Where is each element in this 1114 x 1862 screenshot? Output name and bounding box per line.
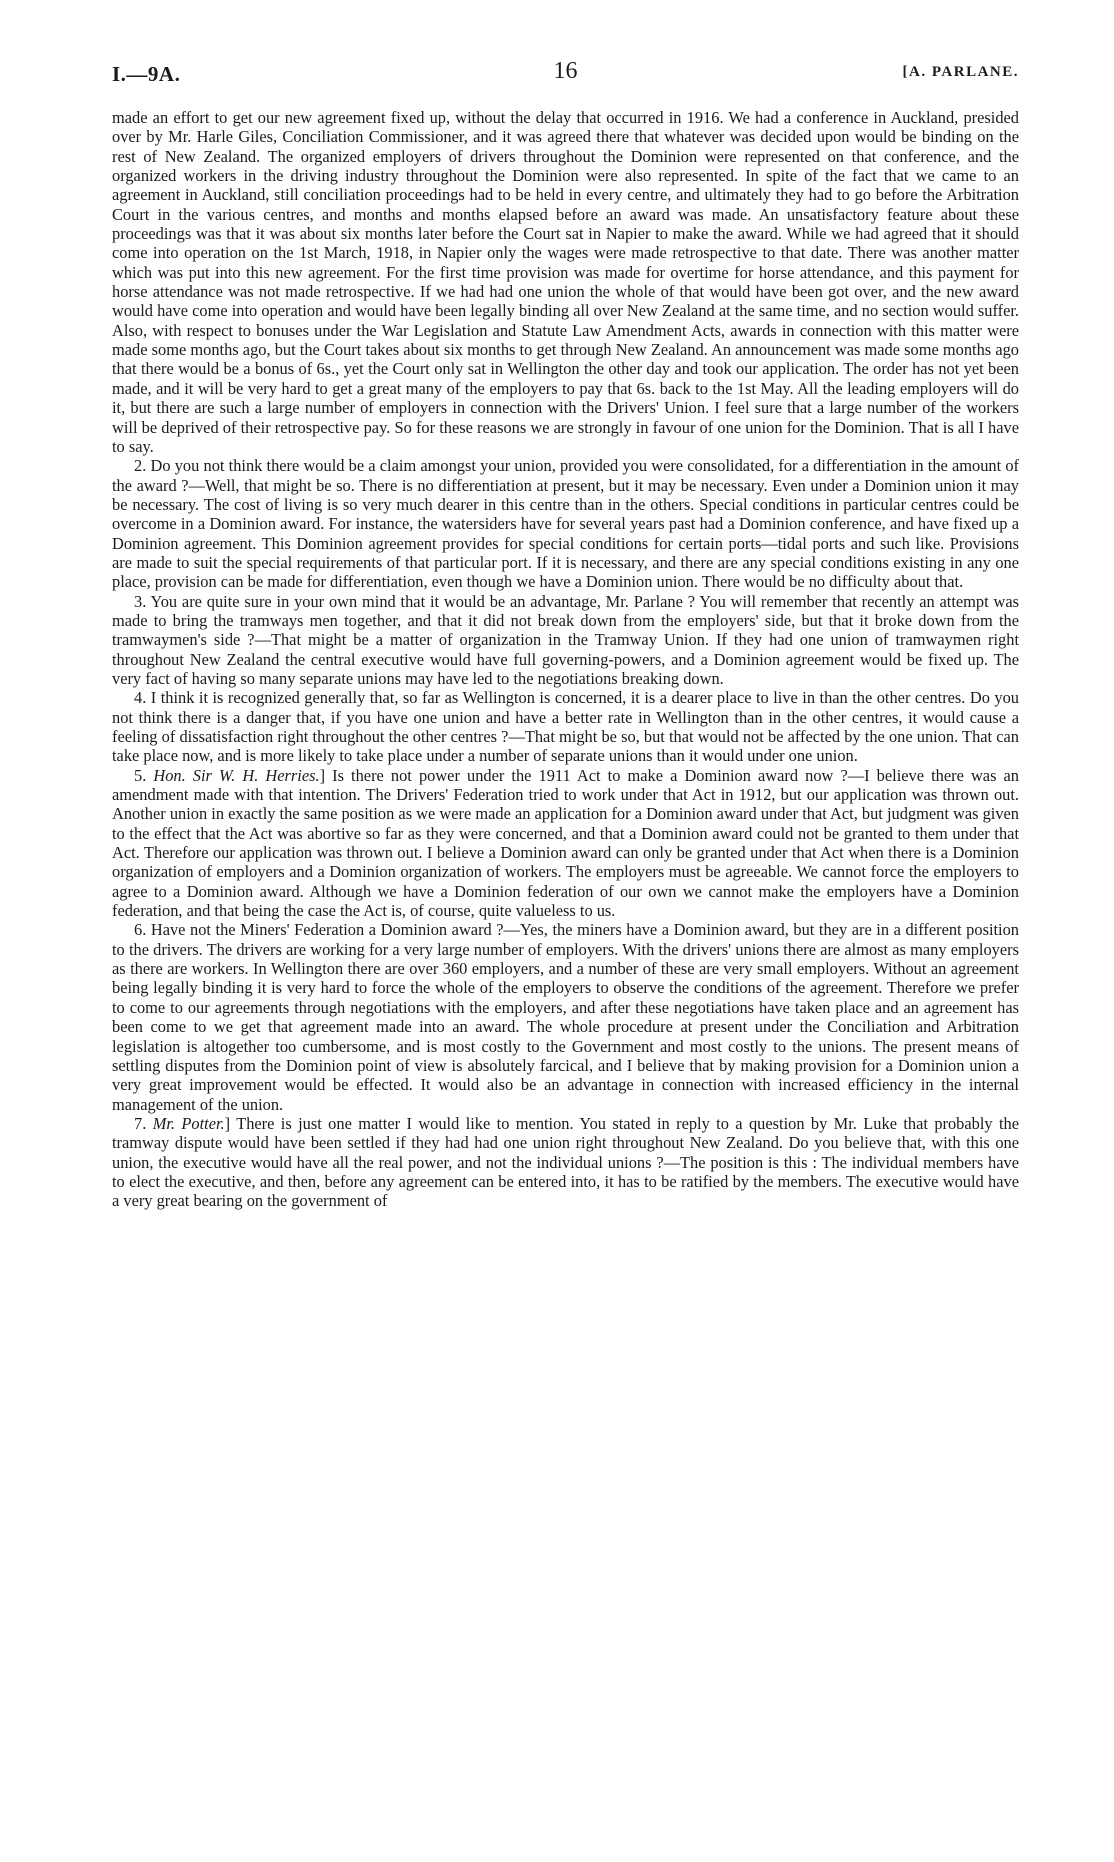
question-text: ] There is just one matter I would like to mention. You stated in reply to a question by Mr. Luke that probably the tramway dispute would have been settled if they had had one union right throughout New Zealand. Do you believe that, with this one union, the executive would have all the real power, and not the individual unions ?—The position is this : The individual members have to elect the executive, and then, before any agreement can be entered into, it has to be ratified by the members. The executive would have a very great bearing on the government of — [112, 1113, 1019, 1211]
question-4: 4. I think it is recognized generally that, so far as Wellington is concerned, it is a dearer place to live in than the other centres. Do you not think there is a danger that, if you have one union and have a better rate in Wellington than in the other centres, it would cause a feeling of dissatisfaction right throughout the other centres ?—That might be so, but that would not be affected by the one union. That can take place now, and is more likely to take place under a number of separate unions than it would under one union. — [112, 688, 1019, 766]
question-6: 6. Have not the Miners' Federation a Dominion award ?—Yes, the miners have a Dominion award, but they are in a different position to the drivers. The drivers are working for a very large number of employers. With the drivers' unions there are almost as many employers as there are workers. In Wellington there are over 360 employers, and a number of these are very small employers. Without an agreement being legally binding it is very hard to force the whole of the employers to observe the conditions of the agreement. Therefore we prefer to come to our agreements through negotiations with the employers, and after these negotiations have taken place and an agreement has been come to we get that agreement made into an award. The whole procedure at present under the Conciliation and Arbitration legislation is altogether too cumbersome, and is most costly to the Government and most costly to the unions. The present means of settling disputes from the Dominion point of view is absolutely farcical, and I believe that by making provision for a Dominion union a very great improvement would be effected. It would also be an advantage in connection with increased efficiency in the internal management of the union. — [112, 920, 1019, 1114]
question-5 — [112, 766, 1019, 921]
question-number: 5. — [134, 765, 154, 785]
paragraph-continuation: made an effort to get our new agreement fixed up, without the delay that occurred in 1916. We had a conference in Auckland, presided over by Mr. Harle Giles, Conciliation Commissioner, and it was agreed there that whatever was decided upon would be binding on the rest of New Zealand. The organized employers of drivers throughout the Dominion were represented on that conference, and the organized workers in the driving industry throughout the Dominion were also represented. In spite of the fact that we came to an agreement in Auckland, still conciliation proceedings had to be held in every centre, and ultimately they had to go before the Arbitration Court in the various centres, and months and months elapsed before an award was made. An unsatisfactory feature about these proceedings was that it was about six months later before the Court sat in Napier to make the award. While we had agreed that it should come into operation on the 1st March, 1918, in Napier only the wages were made retrospective to that date. There was another matter which was put into this new agreement. For the first time provision was made for overtime for horse attendance, and this payment for horse attendance was not made retrospective. If we had had one union the whole of that would have been got over, and the new award would have come into operation and would have been legally binding all over New Zealand at the same time, and no section would suffer. Also, with respect to bonuses under the War Legislation and Statute Law Amendment Acts, awards in connection with this matter were made some months ago, but the Court takes about six months to get through New Zealand. An announcement was made some months ago that there would be a bonus of 6s., yet the Court only sat in Wellington the other day and took our application. The order has not yet been made, and it will be very hard to get a great many of the employers to pay that 6s. back to the 1st May. All the leading employers will do it, but there are such a large number of employers in connection with the Drivers' Union. I feel sure that a large number of the workers will be deprived of their retrospective pay. So for these reasons we are strongly in favour of one union for the Dominion. That is all I have to say. — [112, 108, 1019, 456]
paper-reference: I.—9A. — [112, 62, 181, 86]
question-number: 7. — [134, 1113, 153, 1133]
speaker-name: Hon. Sir W. H. Herries. — [153, 765, 320, 785]
question-7 — [112, 1114, 1019, 1211]
question-3: 3. You are quite sure in your own mind that it would be an advantage, Mr. Parlane ? You will remember that recently an attempt was made to bring the tramways men together, and that it did not break down from the employers' side, but that it broke down from the tramwaymen's side ?—That might be a matter of organization in the Tramway Union. If they had one union of tramwaymen right throughout New Zealand the central executive would have full governing-powers, and a Dominion agreement would be fixed up. The very fact of having so many separate unions may have led to the negotiations breaking down. — [112, 591, 1019, 688]
page-header — [112, 58, 1019, 92]
speaker-name: Mr. Potter. — [152, 1113, 225, 1133]
document-body — [112, 108, 1019, 1211]
question-2: 2. Do you not think there would be a claim amongst your union, provided you were consolidated, for a differentiation in the amount of the award ?—Well, that might be so. There is no differentiation at present, but it may be necessary. Even under a Dominion union it may be necessary. The cost of living is so very much dearer in this centre than in the others. Special conditions in particular centres could be overcome in a Dominion award. For instance, the watersiders have for several years past had a Dominion conference, and have fixed up a Dominion agreement. This Dominion agreement provides for special conditions for certain ports—tidal ports and such like. Provisions are made to suit the special requirements of that particular port. If it is necessary, and there are any special conditions existing in any one place, provision can be made for differentiation, even though we have a Dominion union. There would be no difficulty about that. — [112, 456, 1019, 592]
page-number: 16 — [553, 58, 578, 84]
witness-name: [A. PARLANE. — [902, 64, 1019, 80]
question-text: ] Is there not power under the 1911 Act to make a Dominion award now ?—I believe there was an amendment made with that intention. The Drivers' Federation tried to work under that Act in 1912, but our application was thrown out. Another union in exactly the same position as we were made an application for a Dominion award under that Act, but judgment was given to the effect that the Act was abortive so far as they were concerned, and that a Dominion award could not be granted to them under that Act. Therefore our application was thrown out. I believe a Dominion award can only be granted under that Act when there is a Dominion organization of employers and a Dominion organization of workers. The employers must be agreeable. We cannot force the employers to agree to a Dominion award. Although we have a Dominion federation of our own we cannot make the employers have a Dominion federation, and that being the case the Act is, of course, quite valueless to us. — [112, 765, 1020, 921]
